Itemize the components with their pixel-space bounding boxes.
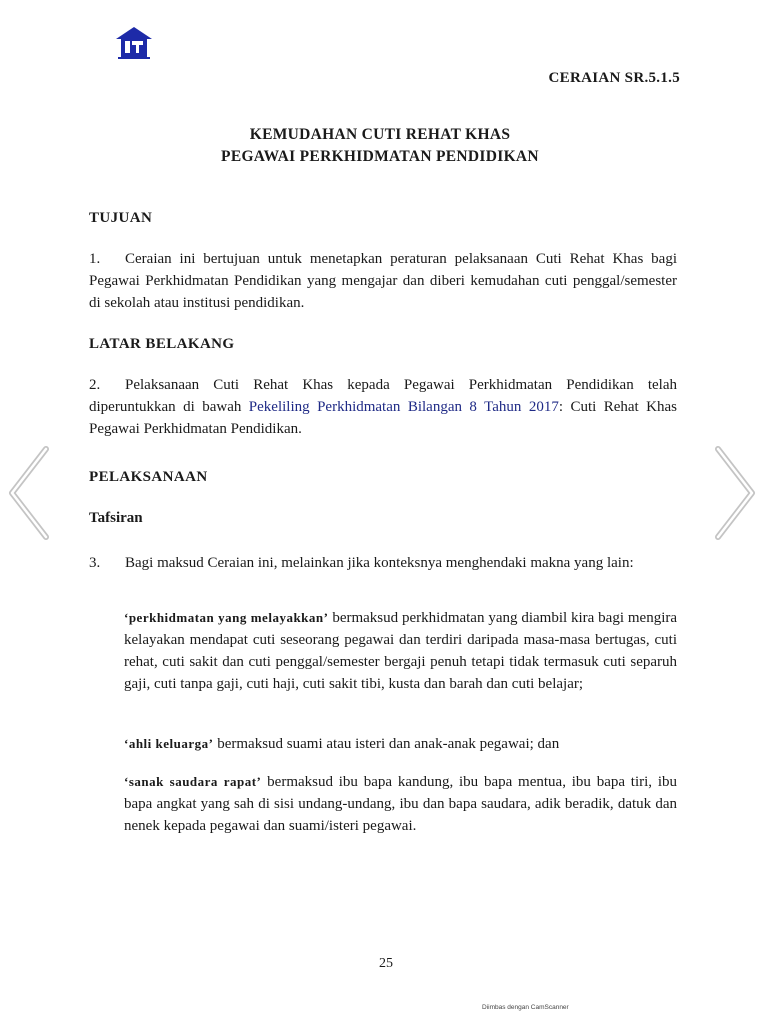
chevron-left-icon[interactable] [8,445,58,545]
definition-text: bermaksud ibu bapa kandung, ibu bapa mentua, ibu bapa tiri, ibu bapa angkat yang sah di sisi undang-undang, ibu dan bapa saudara, adik beradik, datuk dan nenek kepada pegawai dan suami/isteri pegawai. [124,774,677,834]
definition-ahli-keluarga [124,733,677,755]
section-heading-tujuan: TUJUAN [89,210,153,226]
paragraph-number: 3. [89,555,101,571]
section-heading-pelaksanaan: PELAKSANAAN [89,469,208,485]
paragraph-text: Pelaksanaan Cuti Rehat Khas kepada Pegawai Perkhidmatan Pendidikan telah diperuntukkan di bawah [89,377,677,415]
page-number: 25 [379,956,393,971]
chevron-right-icon[interactable] [710,445,760,545]
document-reference: CERAIAN SR.5.1.5 [548,70,680,86]
paragraph-1 [89,248,677,314]
subheading-tafsiran: Tafsiran [89,510,143,526]
section-heading-latar-belakang: LATAR BELAKANG [89,336,235,352]
house-logo-icon [114,26,154,60]
definition-term: ‘ahli keluarga’ [124,736,214,751]
paragraph-text: Bagi maksud Ceraian ini, melainkan jika konteksnya menghendaki makna yang lain: [125,555,634,571]
definition-text: bermaksud perkhidmatan yang diambil kira bagi mengira kelayakan mendapat cuti seseorang pegawai dan terdiri daripada masa-masa bertugas, cuti rehat, cuti sakit dan cuti penggal/semester bergaji penuh tetapi tidak termasuk cuti separuh gaji, cuti tanpa gaji, cuti haji, cuti sakit tibi, kusta dan barah dan cuti belajar; [124,610,678,692]
paragraph-text: Ceraian ini bertujuan untuk menetapkan peraturan pelaksanaan Cuti Rehat Khas bagi Pegawai Perkhidmatan Pendidikan yang mengajar dan diberi kemudahan cuti penggal/semester di sekolah atau institusi pendidikan. [89,251,677,311]
definition-term: ‘perkhidmatan yang melayakkan’ [124,610,329,625]
pekeliling-link[interactable]: Pekeliling Perkhidmatan Bilangan 8 Tahun 2017 [248,399,559,415]
definition-sanak-saudara-rapat [124,771,677,837]
scanner-watermark: Diimbas dengan CamScanner [482,1004,569,1011]
definition-perkhidmatan-yang-melayakkan [124,607,677,695]
document-title-line1: KEMUDAHAN CUTI REHAT KHAS [249,126,511,143]
paragraph-text-end: : Cuti Rehat Khas Pegawai Perkhidmatan Pendidikan. [89,399,677,437]
paragraph-2 [89,374,677,440]
document-title-line2: PEGAWAI PERKHIDMATAN PENDIDIKAN [221,148,539,165]
definition-text: bermaksud suami atau isteri dan anak-anak pegawai; dan [213,736,560,752]
paragraph-number: 1. [89,251,101,267]
paragraph-number: 2. [89,377,101,393]
paragraph-3 [89,552,677,574]
definition-term: ‘sanak saudara rapat’ [124,774,262,789]
